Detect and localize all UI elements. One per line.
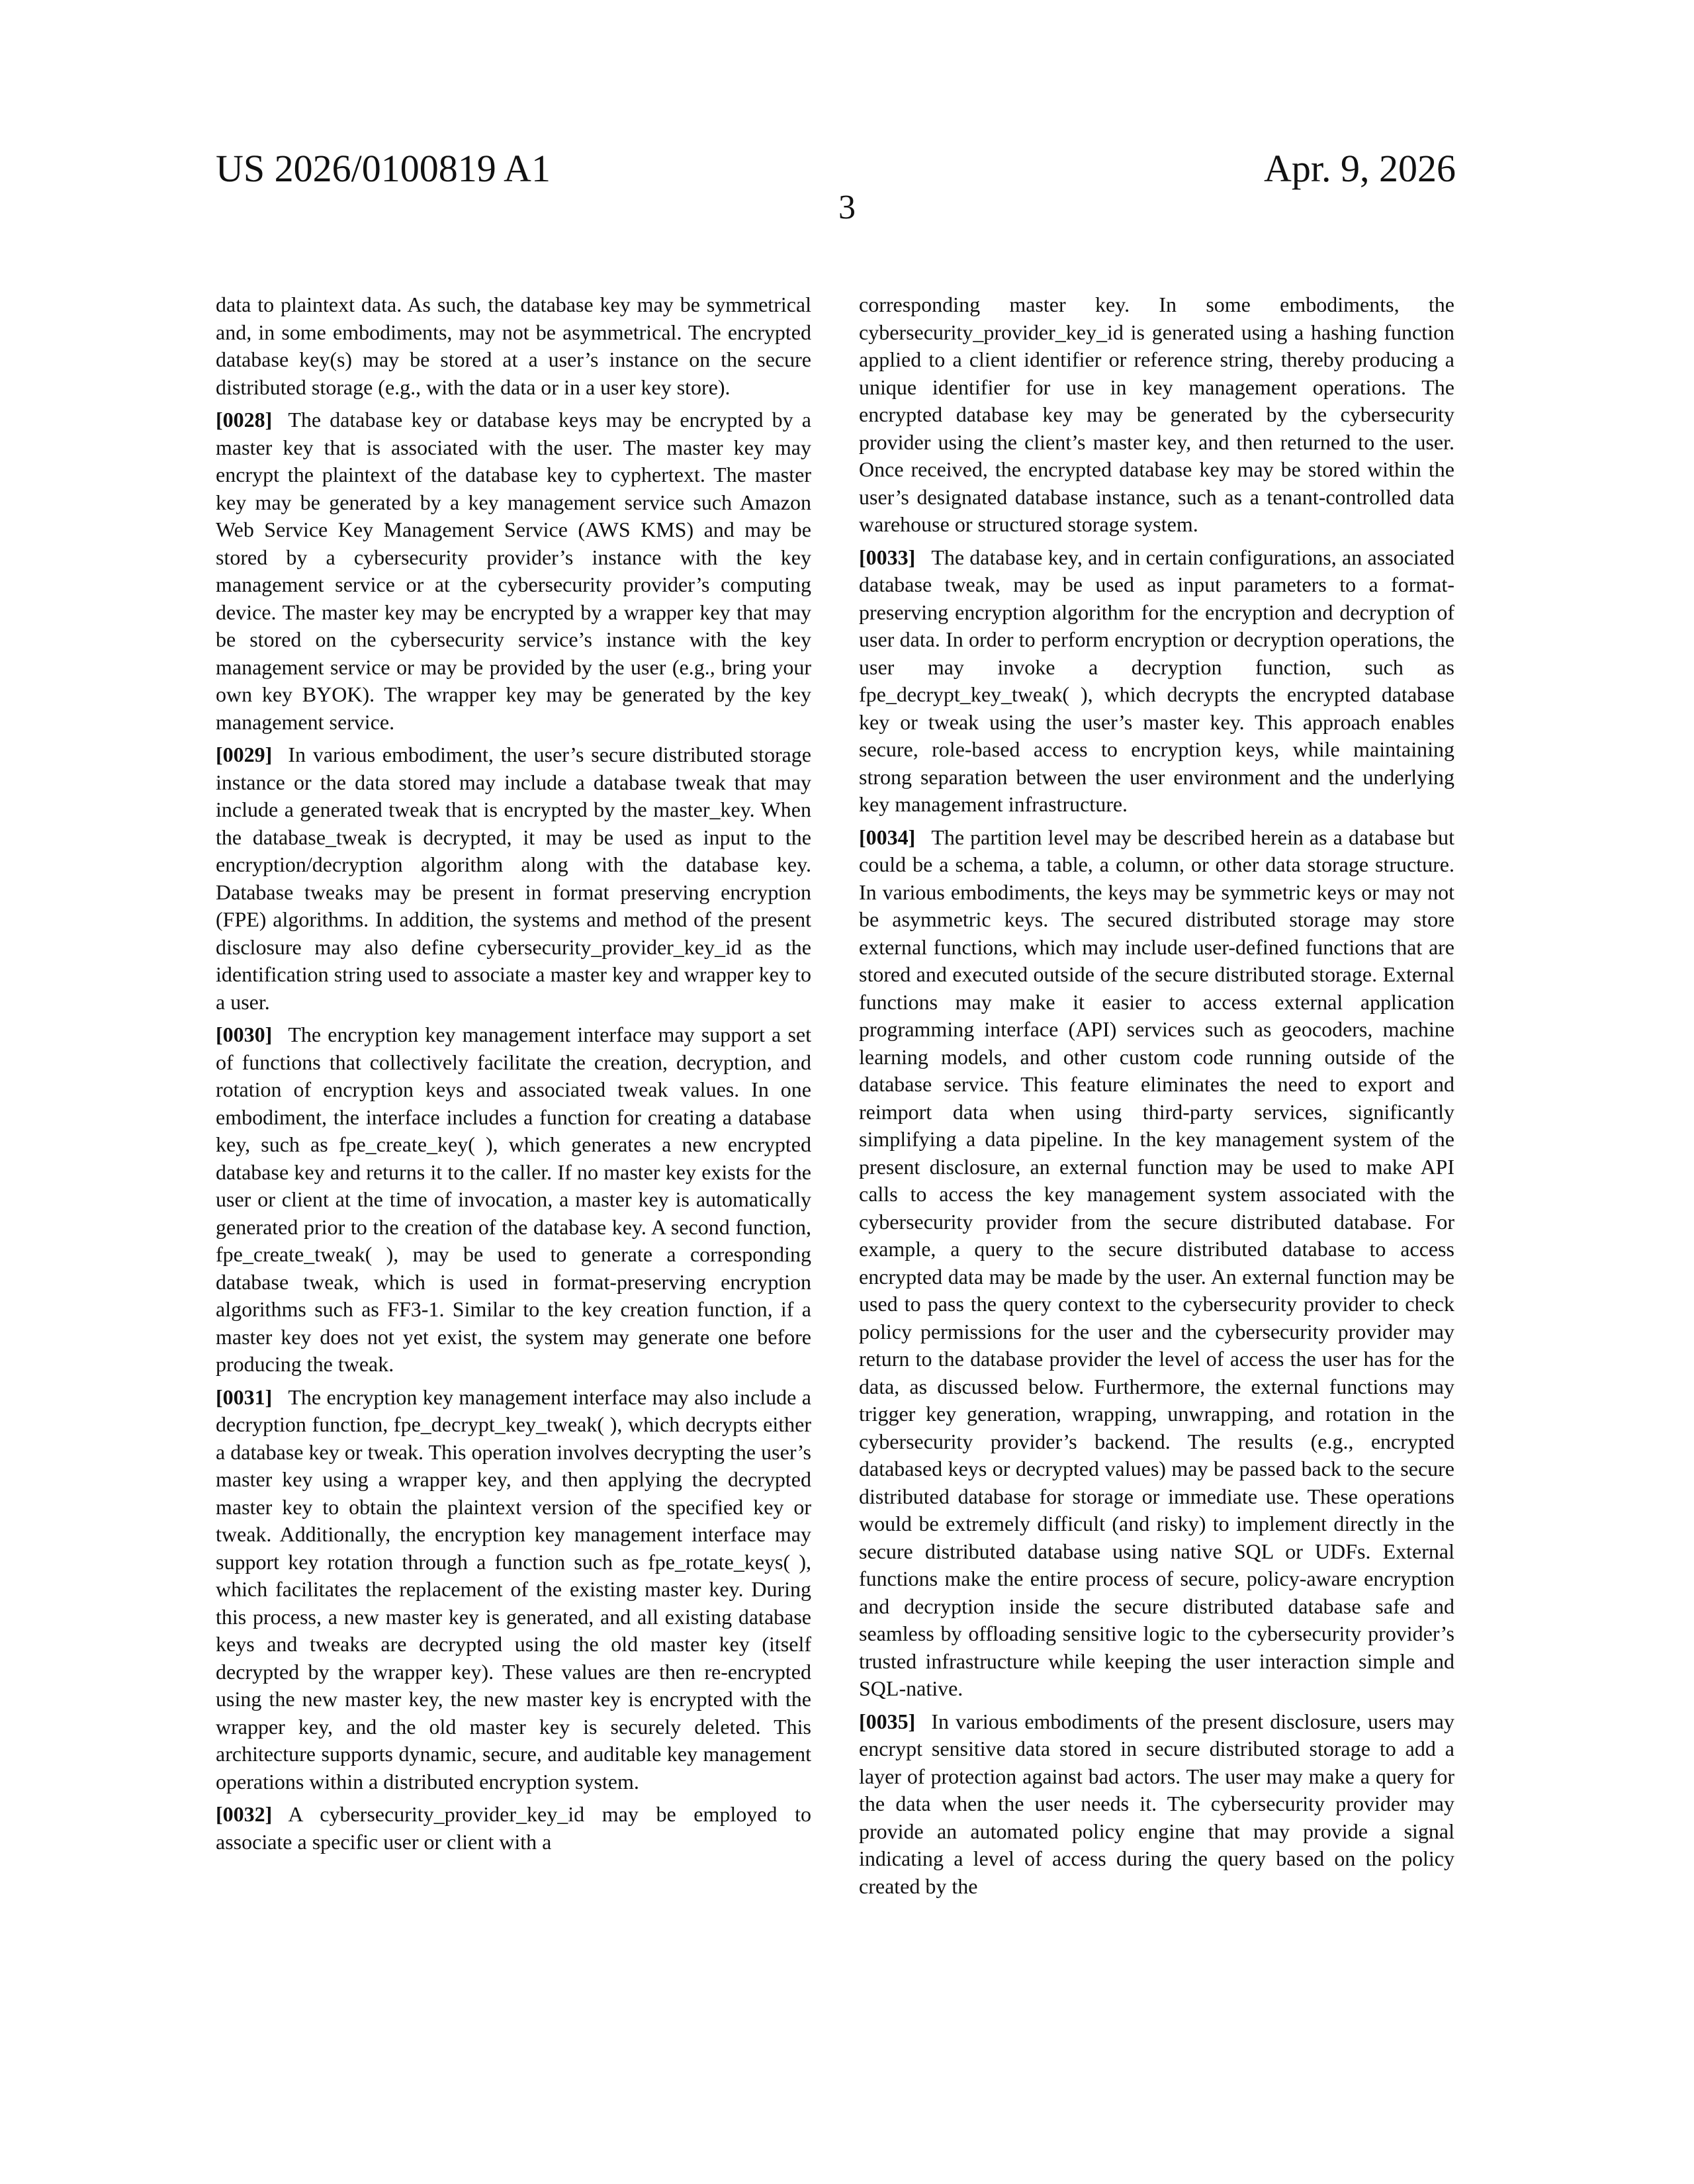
paragraph-text: In various embodiment, the user’s secure distributed storage instance or the data stored may include a database tweak that may include a generated tweak that is encrypted by the master_key. When the database_tweak is decrypted, it may be used as input to the encryption/decryption algorithm along with the database key. Database tweaks may be present in format preserving encryption (FPE) algorithms. In addition, the systems and method of the present disclosure may also define cybersecurity_provider_key_id as the identification string used to associate a master key and wrapper key to a user. — [216, 743, 811, 1014]
paragraph-0031 — [216, 1384, 811, 1796]
paragraph-text: The encryption key management interface may also include a decryption function, fpe_decrypt_key_tweak( ), which decrypts either a database key or tweak. This operation involves decrypting the user’s master key using a wrapper key, and then applying the decrypted master key to obtain the plaintext version of the specified key or tweak. Additionally, the encryption key management interface may support key rotation through a function such as fpe_rotate_keys( ), which facilitates the replacement of the existing master key. During this process, a new master key is generated, and all existing database keys and tweaks are decrypted using the old master key (itself decrypted by the wrapper key). These values are then re-encrypted using the new master key, the new master key is encrypted with the wrapper key, and the old master key is securely deleted. This architecture supports dynamic, secure, and auditable key management operations within a distributed encryption system. — [216, 1385, 811, 1794]
paragraph-text: A cybersecurity_provider_key_id may be employed to associate a specific user or client with a — [216, 1802, 811, 1854]
paragraph-0033 — [859, 544, 1454, 819]
paragraph-0034 — [859, 824, 1454, 1703]
paragraph-continuation: data to plaintext data. As such, the database key may be symmetrical and, in some embodiments, may not be asymmetrical. The encrypted database key(s) may be stored at a user’s instance on the secure distributed storage (e.g., with the data or in a user key store). — [216, 293, 811, 399]
paragraph-0030 — [216, 1021, 811, 1379]
paragraph-number: [0034] — [859, 825, 916, 849]
paragraph-number: [0033] — [859, 545, 916, 569]
publication-date: Apr. 9, 2026 — [1264, 147, 1456, 190]
paragraph-0032 — [216, 1801, 811, 1856]
right-column — [859, 291, 1454, 1905]
paragraph-text: The encryption key management interface may support a set of functions that collectively facilitate the creation, decryption, and rotation of encryption keys and associated tweak values. In one embodiment, the interface includes a function for creating a database key, such as fpe_create_key( ), which generates a new encrypted database key and returns it to the caller. If no master key exists for the user or client at the time of invocation, a master key is automatically generated prior to the creation of the database key. A second function, fpe_create_tweak( ), may be used to generate a corresponding database tweak, which is used in format-preserving encryption algorithms such as FF3-1. Similar to the key creation function, if a master key does not yet exist, the system may generate one before producing the tweak. — [216, 1023, 811, 1376]
paragraph-continuation: corresponding master key. In some embodiments, the cybersecurity_provider_key_id is generated using a hashing function applied to a client identifier or reference string, thereby producing a unique identifier for use in key management operations. The encrypted database key may be generated by the cybersecurity provider using the client’s master key, and then returned to the user. Once received, the encrypted database key may be stored within the user’s designated database instance, such as a tenant-controlled data warehouse or structured storage system. — [859, 293, 1454, 536]
page-number: 3 — [838, 189, 856, 226]
paragraph-0029 — [216, 741, 811, 1016]
paragraph-number: [0035] — [859, 1709, 916, 1733]
paragraph-number: [0030] — [216, 1023, 273, 1046]
patent-number: US 2026/0100819 A1 — [216, 147, 551, 190]
paragraph-number: [0028] — [216, 408, 273, 432]
paragraph-text: The database key, and in certain configurations, an associated database tweak, may be used as input parameters to a format-preserving encryption algorithm for the encryption and decryption of user data. In order to perform encryption or decryption operations, the user may invoke a decryption function, such as fpe_decrypt_key_tweak( ), which decrypts the encrypted database key or tweak using the user’s master key. This approach enables secure, role-based access to encryption keys, while maintaining strong separation between the user environment and the underlying key management infrastructure. — [859, 545, 1454, 816]
paragraph-text: In various embodiments of the present disclosure, users may encrypt sensitive data stored in secure distributed storage to add a layer of protection against bad actors. The user may make a query for the data when the user needs it. The cybersecurity provider may provide an automated policy engine that may provide a signal indicating a level of access during the query based on the policy created by the — [859, 1709, 1454, 1898]
left-column — [216, 291, 811, 1861]
paragraph-text: The partition level may be described herein as a database but could be a schema, a table, a column, or other data storage structure. In various embodiments, the keys may be symmetric keys or may not be asymmetric keys. The secured distributed storage may store external functions, which may include user-defined functions that are stored and executed outside of the secure distributed storage. External functions may make it easier to access external application programming interface (API) services such as geocoders, machine learning models, and other custom code running outside of the database service. This feature eliminates the need to export and reimport data when using third-party services, significantly simplifying a data pipeline. In the key management system of the present disclosure, an external function may be used to make API calls to access the key management system associated with the cybersecurity provider from the secure distributed database. For example, a query to the secure distributed database to access encrypted data may be made by the user. An external function may be used to pass the query context to the cybersecurity provider to check policy permissions for the user and the cybersecurity provider may return to the database provider the level of access the user has for the data, as discussed below. Furthermore, the external functions may trigger key generation, wrapping, unwrapping, and rotation in the cybersecurity provider’s backend. The results (e.g., encrypted databased keys or decrypted values) may be passed back to the secure distributed database for storage or immediate use. These operations would be extremely difficult (and risky) to implement directly in the secure distributed database using native SQL or UDFs. External functions make the entire process of secure, policy-aware encryption and decryption inside the secure distributed database safe and seamless by offloading sensitive logic to the cybersecurity provider’s trusted infrastructure while keeping the user interaction simple and SQL-native. — [859, 825, 1454, 1700]
paragraph-0035 — [859, 1708, 1454, 1901]
paragraph-number: [0032] — [216, 1802, 273, 1826]
paragraph-number: [0029] — [216, 743, 273, 766]
paragraph-0028 — [216, 406, 811, 736]
paragraph-number: [0031] — [216, 1385, 273, 1409]
paragraph-text: The database key or database keys may be encrypted by a master key that is associated with the user. The master key may encrypt the plaintext of the database key to cyphertext. The master key may be generated by a key management service such Amazon Web Service Key Management Service (AWS KMS) and may be stored by a cybersecurity provider’s instance with the key management service or at the cybersecurity provider’s computing device. The master key may be encrypted by a wrapper key that may be stored on the cybersecurity service’s instance with the key management service or may be provided by the user (e.g., bring your own key BYOK). The wrapper key may be generated by the key management service. — [216, 408, 811, 734]
